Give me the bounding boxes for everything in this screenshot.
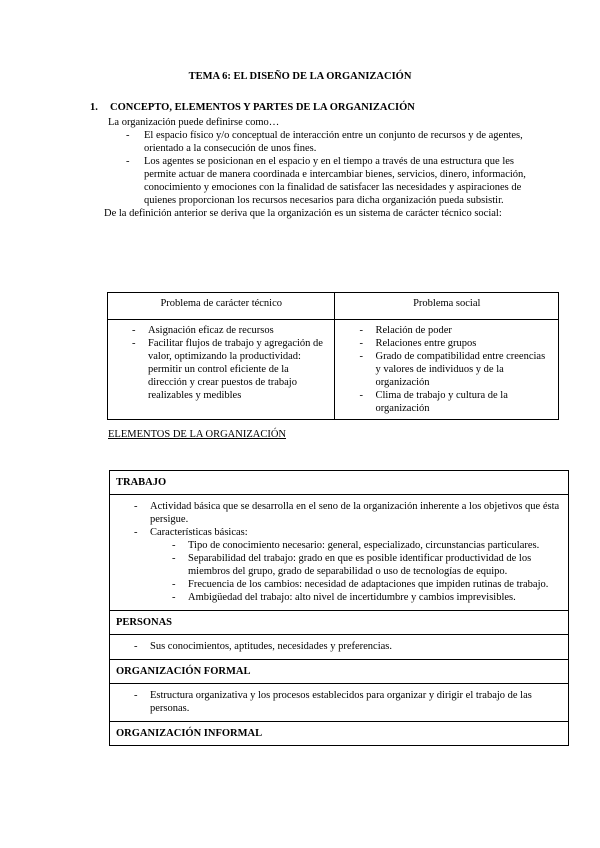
technical-cell bbox=[108, 320, 335, 420]
personas-item: - Sus conocimientos, aptitudes, necesidades y preferencias. bbox=[112, 640, 562, 653]
trabajo-item: - Actividad básica que se desarrolla en el seno de la organización inherente a los objetivos que ésta persigue. bbox=[112, 500, 562, 526]
formal-body bbox=[110, 684, 569, 722]
conclusion-text: De la definición anterior se deriva que la organización es un sistema de carácter técnico social: bbox=[104, 208, 502, 219]
technical-item: - Asignación eficaz de recursos bbox=[110, 324, 328, 337]
social-item: - Relación de poder bbox=[337, 324, 552, 337]
personas-body bbox=[110, 635, 569, 660]
document-title: TEMA 6: EL DISEÑO DE LA ORGANIZACIÓN bbox=[188, 71, 412, 82]
trabajo-item bbox=[112, 526, 562, 604]
social-item: - Grado de compatibilidad entre creencias y valores de individuos y de la organización bbox=[337, 350, 552, 389]
section-number: 1. bbox=[90, 102, 98, 113]
characteristic-item: - Tipo de conocimiento necesario: general, especializado, circunstancias particulares. bbox=[150, 539, 562, 552]
characteristic-item: - Ambigüedad del trabajo: alto nivel de incertidumbre y cambios imprevisibles. bbox=[150, 591, 562, 604]
personas-header: PERSONAS bbox=[110, 611, 569, 635]
characteristic-item: - Frecuencia de los cambios: necesidad de adaptaciones que impiden rutinas de trabajo. bbox=[150, 578, 562, 591]
trabajo-item-text: Características básicas: bbox=[150, 527, 248, 538]
intro-block bbox=[104, 116, 528, 220]
social-item: - Relaciones entre grupos bbox=[337, 337, 552, 350]
elements-heading: ELEMENTOS DE LA ORGANIZACIÓN bbox=[108, 429, 287, 440]
trabajo-body bbox=[110, 495, 569, 611]
informal-header: ORGANIZACIÓN INFORMAL bbox=[110, 722, 569, 746]
definition-item: - Los agentes se posicionan en el espacio y en el tiempo a través de una estructura que les permite actuar de manera coordinada e intercambiar bienes, servicios, dinero, información, conocimiento y emociones con la finalidad de satisfacer las necesidades y aspiraciones de quienes proporcionan los recursos necesarios para dicha organización pueda subsistir. bbox=[108, 155, 528, 207]
social-item: - Clima de trabajo y cultura de la organización bbox=[337, 389, 552, 415]
formal-header: ORGANIZACIÓN FORMAL bbox=[110, 660, 569, 684]
definition-list bbox=[108, 129, 528, 207]
technical-item: - Facilitar flujos de trabajo y agregación de valor, optimizando la productividad: permitir un control eficiente de la dirección y crear puestos de trabajo realizables y medibles bbox=[110, 337, 328, 402]
problems-table bbox=[107, 292, 559, 420]
trabajo-header: TRABAJO bbox=[110, 471, 569, 495]
intro-text: La organización puede definirse como… bbox=[108, 117, 280, 128]
formal-item: - Estructura organizativa y los procesos establecidos para organizar y dirigir el trabajo de las personas. bbox=[112, 689, 562, 715]
social-cell bbox=[335, 320, 559, 420]
social-header: Problema social bbox=[335, 293, 559, 320]
technical-header: Problema de carácter técnico bbox=[108, 293, 335, 320]
characteristic-item: - Separabilidad del trabajo: grado en que es posible identificar productividad de los miembros del grupo, grado de separabilidad o uso de tecnologías de equipo. bbox=[150, 552, 562, 578]
section-heading bbox=[90, 101, 415, 114]
definition-item: - El espacio físico y/o conceptual de interacción entre un conjunto de recursos y de agentes, orientado a la consecución de unos fines. bbox=[108, 129, 528, 155]
characteristics-list bbox=[150, 539, 562, 604]
section-heading-text: CONCEPTO, ELEMENTOS Y PARTES DE LA ORGANIZACIÓN bbox=[110, 102, 415, 113]
elements-table bbox=[109, 470, 569, 746]
